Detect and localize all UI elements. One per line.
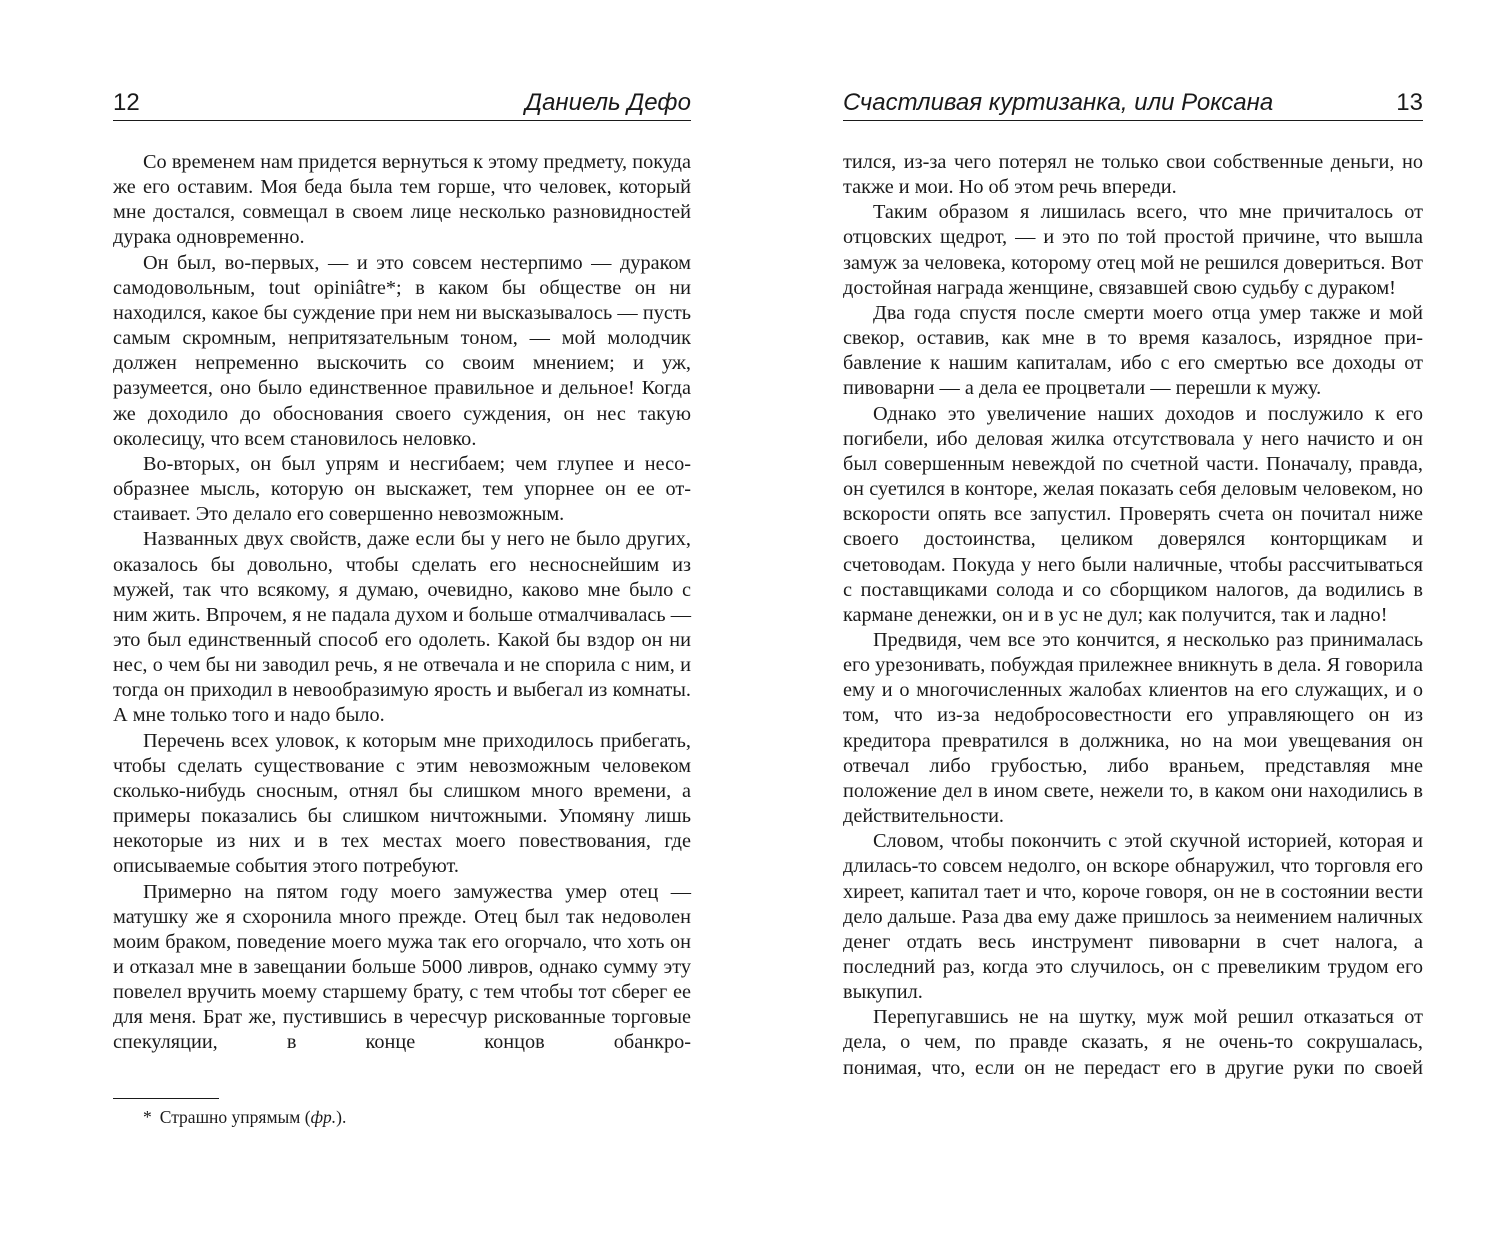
paragraph: Перепугавшись не на шутку, муж мой решил отказаться от дела, о чем, по правде сказать, я не очень-то сокрушалась, понимая, что, если он не передаст его в другие руки по своей xyxy=(843,1006,1423,1079)
left-body-text xyxy=(113,150,691,1056)
paragraph: Названных двух свойств, даже если бы у него не было других, оказалось бы довольно, чтобы сделать его несноснейшим из мужей, так что всякому, я думаю, очевидно, каково мне было с ним жить. Впрочем, я не падала духом и больше отмалчивалась — это был единственный способ его одолеть. Какой бы вздор он ни нес, о чем бы ни заводил речь, я не отвечала и не спорила с ним, и тогда он приходил в невообразимую ярость и выбегал из комнаты. А мне только того и надо было. xyxy=(113,528,691,727)
footnote xyxy=(143,1105,346,1129)
footnote-language: фр. xyxy=(310,1107,337,1127)
left-page xyxy=(113,0,691,1241)
paragraph: Два года спустя после смерти моего отца умер также и мой свекор, оставив, как мне в то время казалось, изрядное прибавление к нашим капиталам, ибо с его смертью все доходы от пивоварни — а дела ее процветали — перешли к мужу. xyxy=(843,301,1423,400)
footnote-text: Страшно упрямым ( xyxy=(159,1107,311,1127)
paragraph: Примерно на пятом году моего замужества умер отец — матушку же я схоронила много прежде. Отец был так недоволен моим браком, поведение моего мужа так его огорчало, что хоть он и отказал мне в завещании больше 5000 ливров, однако сумму эту повелел вручить моему старшему брату, с тем чтобы тот сберег ее для меня. Брат же, пустившись в чересчур рискованные торговые спекуляции, в конце концов обанкро- xyxy=(113,880,691,1054)
right-body-text xyxy=(843,150,1423,1081)
footnote-close: ). xyxy=(336,1107,347,1127)
paragraph: Со временем нам придется вернуться к этому предмету, покуда же его оставим. Моя беда была тем горше, что человек, который мне достался, совмещал в своем лице несколько разновидностей дурака одновременно. xyxy=(113,151,691,249)
paragraph: Во-вторых, он был упрям и несгибаем; чем глупее и несообразнее мысль, которую он выскажет, тем упорнее он ее отстаивает. Это делало его совершенно невозможным. xyxy=(113,452,691,526)
paragraph: Однако это увеличение наших доходов и послужило к его погибели, ибо деловая жилка отсутствовала у него начисто и он был совершенным невеждой по счетной части. Поначалу, правда, он суетился в конторе, желая показать себя деловым человеком, но вскорости опять все запустил. Проверять счета он почитал ниже своего достоинства, целиком доверялся конторщикам и счетоводам. Покуда у него были наличные, чтобы рассчитываться с поставщиками солода и со сборщиком налогов, да водились в кармане денежки, он и в ус не дул; как получится, так и ладно! xyxy=(843,402,1423,626)
paragraph: Он был, во-первых, — и это совсем нестерпимо — дураком самодовольным, tout opiniâtre*; в каком бы обществе он ни находился, какое бы суждение при нем ни высказывалось — пусть самым скромным, непритязательным тоном, — мой молодчик должен непременно выскочить со своим мнением; и уж, разумеется, оно было единственное правильное и дельное! Когда же доходило до обоснования своего суждения, он нес такую околесицу, что всем становилось неловко. xyxy=(113,251,691,450)
footnote-rule xyxy=(113,1098,219,1099)
paragraph: Предвидя, чем все это кончится, я несколько раз принималась его урезонивать, побуждая прилежнее вникнуть в дела. Я говорила ему и о многочисленных жалобах клиентов на его служащих, и о том, что из-за недобросовестности его управляющего он из кредитора превратился в должника, но на мои увещевания он отвечал либо грубостью, либо враньем, представляя мне положение дел в ином свете, нежели то, в каком они находились в действительности. xyxy=(843,628,1423,828)
right-running-head xyxy=(843,86,1423,121)
page-number-right: 13 xyxy=(1396,89,1423,116)
paragraph: Перечень всех уловок, к которым мне приходилось прибегать, чтобы сделать существование с этим невозможным человеком сколько-нибудь сносным, отнял бы слишком много времени, а примеры показались бы слишком ничтожными. Упомяну лишь некоторые из них и в тех местах моего повествования, где описываемые события этого потребуют. xyxy=(113,729,691,878)
page-number-left: 12 xyxy=(113,89,140,116)
left-running-head xyxy=(113,86,691,121)
paragraph: тился, из-за чего потерял не только свои собственные деньги, но также и мои. Но об этом речь впереди. xyxy=(843,151,1423,199)
paragraph: Словом, чтобы покончить с этой скучной историей, которая и длилась-то совсем недолго, он вскоре обнаружил, что торговля его хиреет, капитал тает и что, короче говоря, он не в состоянии вести дело дальше. Раза два ему даже пришлось за неимением наличных денег отдать весь инструмент пивоварни в счет налога, а последний раз, когда это случилось, он с превеликим трудом его выкупил. xyxy=(843,830,1423,1004)
running-title-author: Даниель Дефо xyxy=(525,89,691,116)
paragraph: Таким образом я лишилась всего, что мне причиталось от отцовских щедрот, — и это по той простой причине, что вышла замуж за человека, которому отец мой не решился довериться. Вот достойная награда женщине, связавшей свою судьбу с дураком! xyxy=(843,201,1423,299)
running-title-book: Счастливая куртизанка, или Роксана xyxy=(843,89,1274,116)
footnote-mark: * xyxy=(143,1107,152,1127)
right-page xyxy=(843,0,1423,1241)
